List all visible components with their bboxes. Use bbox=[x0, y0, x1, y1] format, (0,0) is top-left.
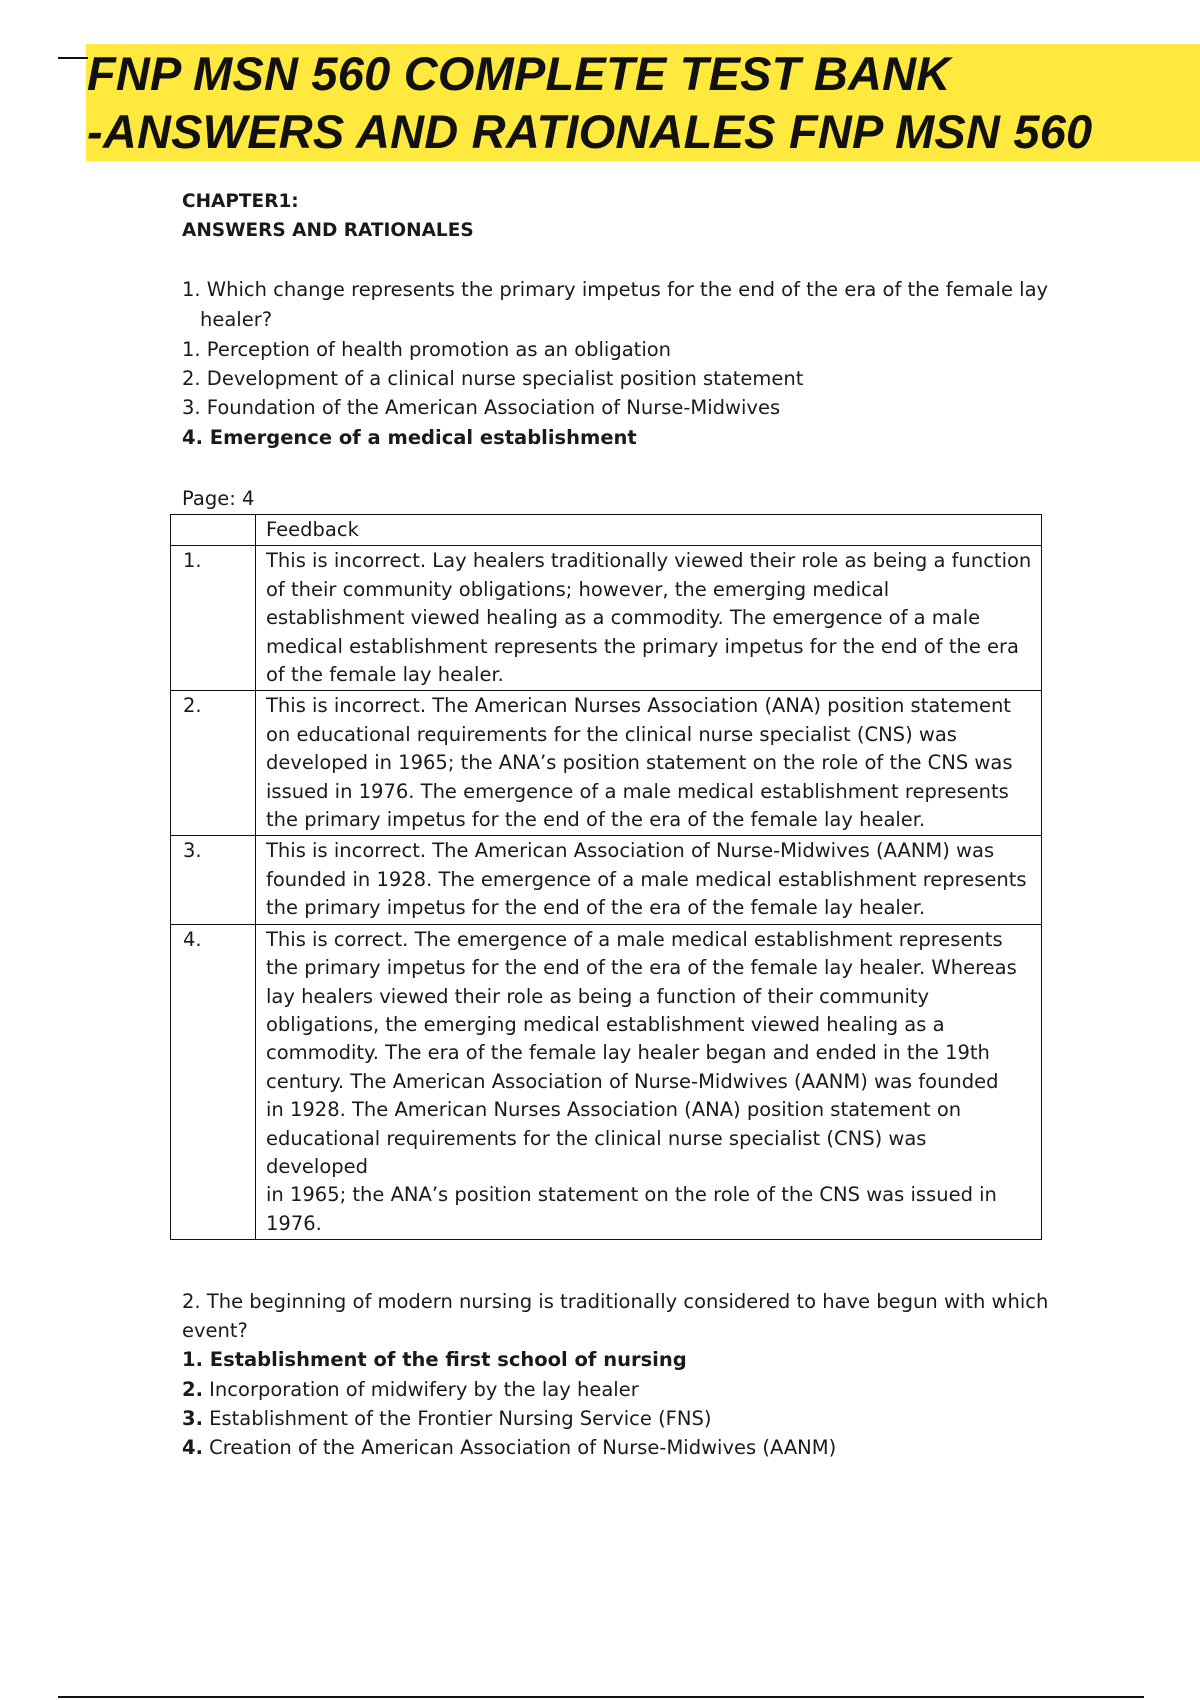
question-1-stem-continued: healer? bbox=[200, 308, 273, 331]
document-title-line-2: -ANSWERS AND RATIONALES FNP MSN 560 bbox=[87, 105, 1093, 158]
feedback-line: This is incorrect. Lay healers traditionally viewed their role as being a function bbox=[266, 549, 1032, 573]
question-1-option-4-correct: 4. Emergence of a medical establishment bbox=[182, 426, 637, 449]
option-number: 3. bbox=[182, 1407, 203, 1430]
feedback-row-1 bbox=[171, 546, 1042, 691]
question-2-option-4 bbox=[182, 1436, 836, 1459]
question-2-option-3 bbox=[182, 1407, 711, 1430]
feedback-line: the primary impetus for the end of the era of the female lay healer. bbox=[266, 896, 926, 920]
feedback-line: This is incorrect. The American Association of Nurse-Midwives (AANM) was bbox=[266, 839, 995, 863]
option-text: Incorporation of midwifery by the lay healer bbox=[202, 1378, 639, 1401]
page-reference: Page: 4 bbox=[182, 487, 255, 510]
chapter-heading: CHAPTER1: bbox=[182, 191, 299, 212]
feedback-line: in 1928. The American Nurses Association (ANA) position statement on bbox=[266, 1098, 962, 1122]
feedback-row-2 bbox=[171, 691, 1042, 836]
feedback-row-number: 1. bbox=[171, 546, 256, 691]
feedback-row-text bbox=[256, 691, 1042, 836]
feedback-line: of the female lay healer. bbox=[266, 663, 504, 687]
top-rule bbox=[58, 57, 88, 59]
feedback-line: This is incorrect. The American Nurses Association (ANA) position statement bbox=[266, 694, 1011, 718]
feedback-row-number: 4. bbox=[171, 924, 256, 1239]
bottom-rule bbox=[58, 1696, 1144, 1698]
section-heading: ANSWERS AND RATIONALES bbox=[182, 220, 474, 241]
document-title-line-1: FNP MSN 560 COMPLETE TEST BANK bbox=[87, 47, 951, 100]
option-text: Establishment of the Frontier Nursing Service (FNS) bbox=[202, 1407, 712, 1430]
question-1-option-2: 2. Development of a clinical nurse specialist position statement bbox=[182, 367, 804, 390]
feedback-row-number: 2. bbox=[171, 691, 256, 836]
question-2-option-1-correct bbox=[182, 1348, 687, 1371]
feedback-line: of their community obligations; however, the emerging medical bbox=[266, 577, 890, 601]
feedback-line: educational requirements for the clinical nurse specialist (CNS) was developed bbox=[266, 1126, 927, 1178]
question-2-stem-continued: event? bbox=[182, 1319, 248, 1342]
feedback-row-3 bbox=[171, 836, 1042, 924]
feedback-line: establishment viewed healing as a commodity. The emergence of a male bbox=[266, 606, 981, 630]
feedback-table bbox=[170, 514, 1042, 1240]
feedback-line: This is correct. The emergence of a male medical establishment represents bbox=[266, 927, 1003, 951]
feedback-header-empty-cell bbox=[171, 515, 256, 546]
feedback-line: lay healers viewed their role as being a function of their community bbox=[266, 984, 930, 1008]
option-text: Creation of the American Association of Nurse-Midwives (AANM) bbox=[202, 1436, 837, 1459]
option-text: Establishment of the first school of nursing bbox=[202, 1348, 687, 1371]
feedback-line: 1976. bbox=[266, 1211, 322, 1235]
feedback-row-text bbox=[256, 836, 1042, 924]
question-2-option-2 bbox=[182, 1378, 639, 1401]
feedback-line: on educational requirements for the clinical nurse specialist (CNS) was bbox=[266, 722, 957, 746]
feedback-line: obligations, the emerging medical establishment viewed healing as a bbox=[266, 1012, 945, 1036]
question-1-stem: 1. Which change represents the primary impetus for the end of the era of the female lay bbox=[182, 278, 1049, 301]
feedback-line: the primary impetus for the end of the era of the female lay healer. bbox=[266, 808, 926, 832]
feedback-line: developed in 1965; the ANA’s position statement on the role of the CNS was bbox=[266, 751, 1013, 775]
feedback-line: commodity. The era of the female lay healer began and ended in the 19th bbox=[266, 1041, 990, 1065]
feedback-row-text bbox=[256, 546, 1042, 691]
option-number: 1. bbox=[182, 1348, 203, 1371]
feedback-header: Feedback bbox=[256, 515, 1042, 546]
question-2-stem: 2. The beginning of modern nursing is traditionally considered to have begun with which bbox=[182, 1290, 1049, 1313]
option-number: 4. bbox=[182, 1436, 203, 1459]
question-1-option-3: 3. Foundation of the American Association of Nurse-Midwives bbox=[182, 396, 781, 419]
feedback-row-4 bbox=[171, 924, 1042, 1239]
feedback-header-row bbox=[171, 515, 1042, 546]
feedback-line: issued in 1976. The emergence of a male medical establishment represents bbox=[266, 779, 1009, 803]
feedback-line: medical establishment represents the primary impetus for the end of the era bbox=[266, 634, 1019, 658]
feedback-line: century. The American Association of Nurse-Midwives (AANM) was founded bbox=[266, 1069, 999, 1093]
feedback-row-text bbox=[256, 924, 1042, 1239]
question-1-option-1: 1. Perception of health promotion as an obligation bbox=[182, 338, 672, 361]
feedback-row-number: 3. bbox=[171, 836, 256, 924]
feedback-line: in 1965; the ANA’s position statement on the role of the CNS was issued in bbox=[266, 1183, 997, 1207]
feedback-line: the primary impetus for the end of the era of the female lay healer. Whereas bbox=[266, 956, 1017, 980]
feedback-line: founded in 1928. The emergence of a male medical establishment represents bbox=[266, 867, 1027, 891]
option-number: 2. bbox=[182, 1378, 203, 1401]
